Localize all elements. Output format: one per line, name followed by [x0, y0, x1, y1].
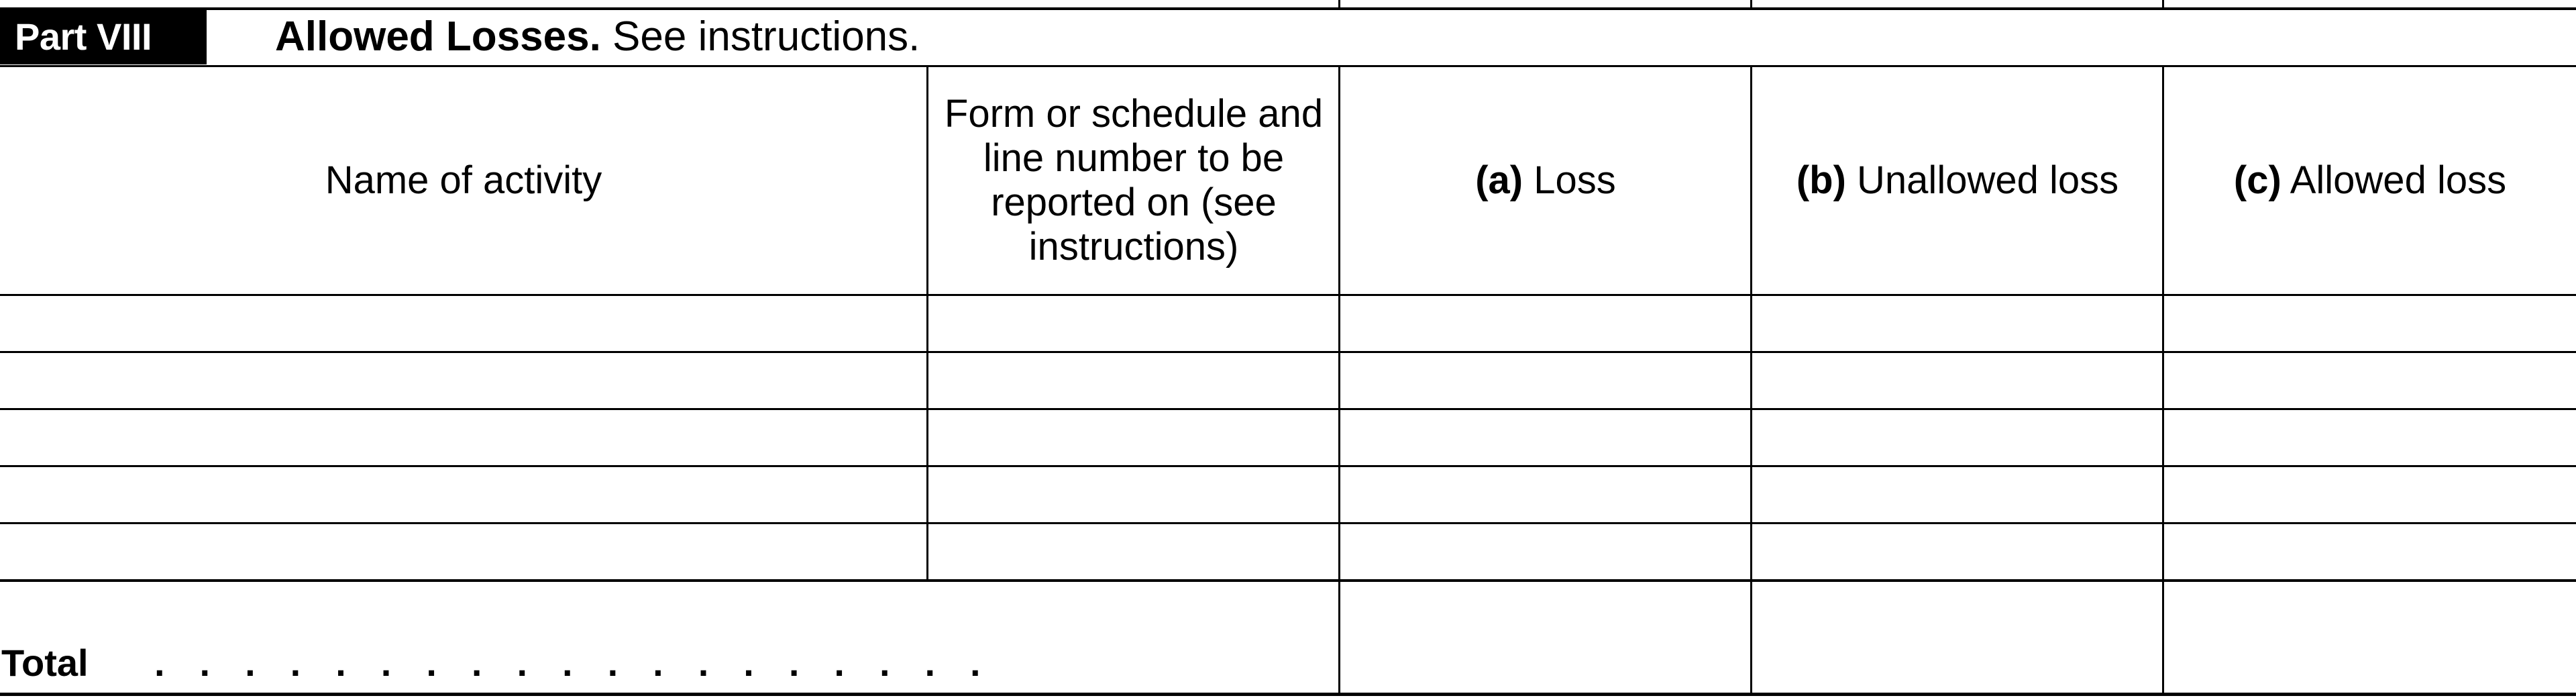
- column-header-form-text: Form or schedule and line number to be reported on (see instructions): [944, 92, 1324, 268]
- column-header-unallowed-letter: (b): [1796, 158, 1846, 202]
- column-header-form: [928, 66, 1339, 295]
- row-4-unallowed-field[interactable]: [1752, 467, 2162, 522]
- total-loss-field[interactable]: [1340, 582, 1750, 693]
- total-dot-leader: ...................: [154, 643, 1016, 683]
- row-1-form-field[interactable]: [928, 296, 1338, 351]
- total-allowed-field[interactable]: [2164, 582, 2576, 693]
- row-3-allowed-field[interactable]: [2164, 410, 2576, 465]
- column-header-name: [0, 66, 927, 295]
- row-2-loss-field[interactable]: [1340, 353, 1750, 408]
- part-tag: Part VIII: [0, 9, 207, 64]
- row-2-form-field[interactable]: [928, 353, 1338, 408]
- row-1-name-field[interactable]: [0, 296, 926, 351]
- row-1-unallowed-field[interactable]: [1752, 296, 2162, 351]
- column-header-allowed-loss: [2164, 66, 2576, 295]
- column-header-loss-letter: (a): [1475, 158, 1523, 202]
- row-1-allowed-field[interactable]: [2164, 296, 2576, 351]
- row-4-loss-field[interactable]: [1340, 467, 1750, 522]
- part-title: [275, 9, 920, 64]
- row-4-form-field[interactable]: [928, 467, 1338, 522]
- row-5-unallowed-field[interactable]: [1752, 524, 2162, 579]
- row-3-loss-field[interactable]: [1340, 410, 1750, 465]
- row-3-form-field[interactable]: [928, 410, 1338, 465]
- total-unallowed-field[interactable]: [1752, 582, 2162, 693]
- column-header-loss: [1340, 66, 1751, 295]
- row-2-name-field[interactable]: [0, 353, 926, 408]
- row-2-unallowed-field[interactable]: [1752, 353, 2162, 408]
- column-header-name-text: Name of activity: [325, 158, 602, 202]
- row-4-name-field[interactable]: [0, 467, 926, 522]
- column-header-allowed-label: Allowed loss: [2281, 158, 2507, 202]
- bottom-rule: [0, 693, 2576, 696]
- row-3-unallowed-field[interactable]: [1752, 410, 2162, 465]
- row-4-allowed-field[interactable]: [2164, 467, 2576, 522]
- total-label: Total: [1, 642, 89, 684]
- row-1-loss-field[interactable]: [1340, 296, 1750, 351]
- part-title-rest: See instructions.: [600, 13, 920, 60]
- column-header-allowed-letter: (c): [2233, 158, 2282, 202]
- part-title-bold: Allowed Losses.: [275, 13, 601, 60]
- row-3-name-field[interactable]: [0, 410, 926, 465]
- row-5-loss-field[interactable]: [1340, 524, 1750, 579]
- row-2-allowed-field[interactable]: [2164, 353, 2576, 408]
- column-header-unallowed-loss: [1752, 66, 2163, 295]
- row-5-form-field[interactable]: [928, 524, 1338, 579]
- row-5-name-field[interactable]: [0, 524, 926, 579]
- row-5-allowed-field[interactable]: [2164, 524, 2576, 579]
- column-header-unallowed-label: Unallowed loss: [1845, 158, 2119, 202]
- column-header-loss-label: Loss: [1523, 158, 1616, 202]
